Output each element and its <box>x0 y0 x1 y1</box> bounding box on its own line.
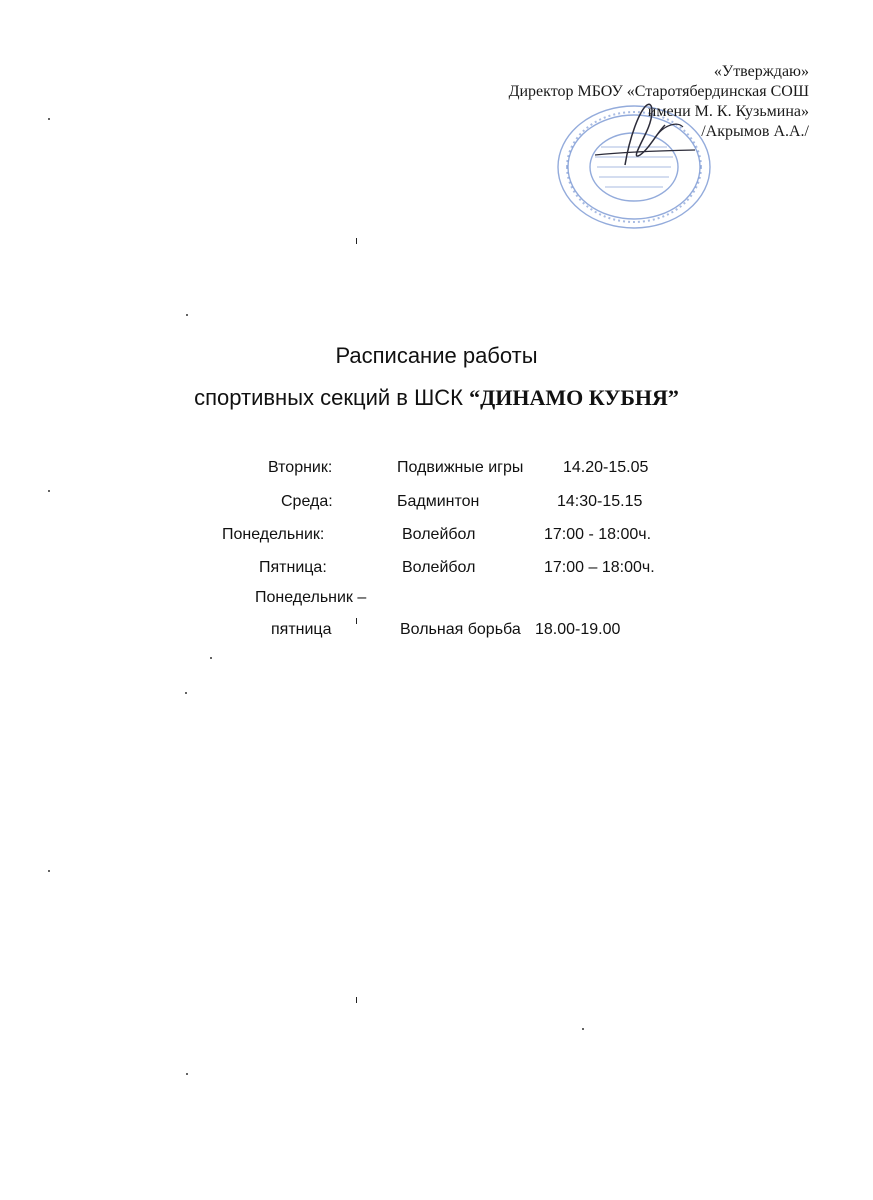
scan-speck <box>356 238 357 244</box>
schedule-section: Вольная борьба <box>400 621 521 638</box>
approval-heading: «Утверждаю» <box>713 63 809 80</box>
schedule-time: 17:00 - 18:00ч. <box>544 526 652 543</box>
scan-speck <box>48 870 50 872</box>
scan-speck <box>186 314 188 316</box>
subtitle-text: спортивных секций в ШСК <box>194 385 463 410</box>
schedule-section: Волейбол <box>402 526 476 543</box>
schedule-section: Подвижные игры <box>397 459 524 476</box>
schedule-section: Бадминтон <box>397 493 480 510</box>
schedule-subtitle <box>0 385 873 411</box>
approval-director-line: Директор МБОУ «Старотябердинская СОШ <box>508 83 809 100</box>
scan-speck <box>186 1073 188 1075</box>
club-name: “ДИНАМО КУБНЯ” <box>469 385 679 410</box>
scan-speck <box>48 118 50 120</box>
schedule-title: Расписание работы <box>335 343 538 368</box>
schedule-time: 18.00-19.00 <box>535 621 621 638</box>
scan-speck <box>356 997 357 1003</box>
schedule-day: Понедельник: <box>222 526 325 543</box>
director-signature <box>585 95 705 175</box>
schedule-day: Пятница: <box>259 559 327 576</box>
schedule-day: Вторник: <box>268 459 333 476</box>
schedule-time: 14.20-15.05 <box>563 459 649 476</box>
scan-speck <box>48 490 50 492</box>
scan-speck <box>582 1028 584 1030</box>
schedule-day: Среда: <box>281 493 333 510</box>
schedule-time: 17:00 – 18:00ч. <box>544 559 655 576</box>
scan-speck <box>210 657 212 659</box>
schedule-day-range-start: Понедельник – <box>255 589 367 606</box>
approval-signatory: /Акрымов А.А./ <box>701 123 809 140</box>
schedule-section: Волейбол <box>402 559 476 576</box>
approval-school-name: имени М. К. Кузьмина» <box>647 103 809 120</box>
schedule-time: 14:30-15.15 <box>557 493 643 510</box>
scan-speck <box>356 618 357 624</box>
schedule-day-range-end: пятница <box>271 621 332 638</box>
scan-speck <box>185 692 187 694</box>
